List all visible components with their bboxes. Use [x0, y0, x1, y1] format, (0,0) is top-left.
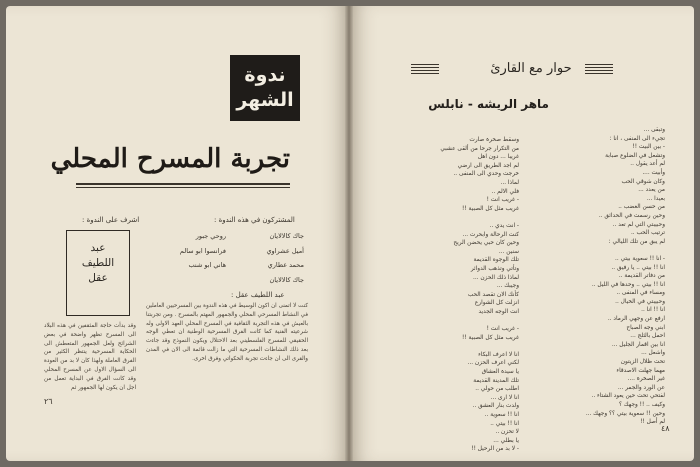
- poem-line: لم أصل !!: [640, 419, 665, 426]
- poem-line: لكني اعرف الحزن ...: [467, 360, 519, 367]
- poem-line: - بين البيت !!: [632, 144, 665, 151]
- supervisor-name-line: عبد: [90, 242, 106, 254]
- supervisor-name-line: عقل: [88, 272, 108, 284]
- poem-line: تلك الوجوه القديمة: [473, 257, 519, 264]
- section-head-ornament-right: [585, 64, 613, 74]
- participant-item: جاك كالالايان: [269, 275, 304, 284]
- supervisor-label: اشرف على الندوة :: [82, 216, 140, 224]
- poem-line: [379, 342, 519, 351]
- poem-line: من التكرار جرحا من ألقى عشبي: [440, 145, 519, 152]
- poem-line: [379, 213, 519, 222]
- poem-line: تلك المدينة القديمة: [473, 377, 519, 384]
- poem-line: وتبقى ...: [643, 127, 665, 133]
- poem-line: احمل بالثلج ...: [630, 333, 665, 340]
- poem-line: لم أعد يقول ..: [630, 161, 665, 168]
- poem-line: غير الصخرة ....: [627, 376, 665, 383]
- poem-line: ارفع عن وجهي الرماد ..: [607, 316, 665, 323]
- article-body-column-left: وقد بدأت حاجة المثقفين في هذه البلاد الى المسرح تظهر واضحة في بعض الشرائح ولعل الجمهور المتعطش الى الحكاية المسرحية ينتظر الكثير من الفرق العاملة ولهذا كان لا بد من العودة الى السؤال الاول عن المسرح المحلي وقد كانت الفرق في البداية تعمل من اجل ان يكون لها الجمهور ثم: [44, 323, 136, 391]
- poem-line: وحبيبتي التي لم تعد ..: [612, 221, 665, 228]
- poem-line: لماذا ...: [500, 179, 519, 186]
- poem-column-right: [525, 126, 665, 426]
- poem-line: انا !! انا ..: [641, 307, 665, 314]
- poem-line: وتشعل في الضلوع صبابة: [605, 152, 665, 159]
- participant-item: جاك كالالايان: [269, 232, 304, 240]
- symposium-badge: [230, 55, 300, 121]
- left-page: [6, 6, 349, 461]
- right-page-number: ٤٨: [661, 424, 670, 433]
- poem-line: لا تحزن ..: [495, 429, 519, 436]
- section-head-ornament-left: [411, 64, 439, 74]
- participant-item: هاني ابو شنب: [188, 261, 226, 269]
- poem-line: تجيء الى المنفى ، انا :: [609, 135, 665, 142]
- supervisor-name-line: اللطيف: [81, 257, 115, 269]
- supervisor-name-box: [66, 230, 130, 316]
- poem-line: - انت يدي ..: [489, 222, 519, 229]
- badge-line-2: الشهر: [236, 89, 294, 111]
- participant-item: محمد عطاري: [267, 261, 304, 269]
- poem-line: من حسن الغضب ..: [618, 204, 665, 211]
- poem-line: ترتيب الحب ..: [630, 230, 665, 237]
- participants-list-2: [166, 229, 226, 273]
- poem-line: غريبا ... دون اهل: [477, 154, 519, 161]
- participant-item: أميل عشراوي: [266, 246, 304, 255]
- poem-line: انا !! بيتي .. وحدها في الليل ..: [591, 281, 665, 288]
- poem-line: وكان شوقي الحب: [621, 178, 665, 185]
- poem-line: خرجت وحدي الى المنفى ..: [453, 171, 519, 178]
- poem-line: ومساء في المنفى ..: [616, 290, 665, 297]
- poem-line: انزلت كل الشوارع: [474, 300, 519, 307]
- poem-column-left: [379, 136, 519, 453]
- poem-line: وحبيبتي في الخيال ..: [615, 298, 665, 305]
- poem-line: يا سيدة العشاق: [481, 369, 519, 376]
- poem-line: انا !! بيتي ..: [490, 420, 519, 427]
- poem-line: لم اجد الطريق الى ارضي: [457, 162, 519, 169]
- poem-line: وتأتي وتذهب الدوائر: [470, 265, 519, 272]
- poem-line: سنين ...: [498, 248, 519, 255]
- poem-line: مهما جهلت الاصدقاء: [616, 367, 665, 374]
- poem-line: وجيبك ...: [496, 283, 519, 290]
- poem-line: لماذا ذلك الحزن ...: [473, 274, 519, 281]
- poem-line: كأنك الان تقصد الحب: [467, 291, 519, 298]
- poem-line: لفتحي تحت حين يعود الشتاء ..: [591, 393, 665, 400]
- poem-line: ولدت بنار العشق ..: [472, 403, 519, 410]
- poem-line: واشعل ...: [641, 350, 665, 357]
- poem-line: غريب مثل كل الصبية !!: [462, 334, 519, 341]
- right-page: [349, 6, 694, 461]
- poem-line: يا بطلي ...: [493, 437, 519, 444]
- poem-line: فلي الالم ..: [491, 188, 519, 195]
- poem-line: - انا !! سعوية بيتي ..: [615, 255, 665, 262]
- poem-line: انا !! بيتي .. يا رفيق ..: [611, 264, 665, 271]
- section-title: حوار مع القارئ: [490, 61, 572, 76]
- participants-list-1: [244, 229, 304, 287]
- poem-line: لم يبق من تلك الليالي :: [608, 238, 665, 245]
- left-page-number: ٢٦: [44, 397, 53, 406]
- poem-line: انا لا ارى ...: [490, 394, 519, 401]
- poem-line: وحين كان حبي يحضن الريح: [453, 240, 519, 247]
- poem-line: انت الوجه الجديد: [478, 308, 519, 315]
- book-gutter: [345, 6, 353, 461]
- poem-line: بعيدا ...: [646, 195, 665, 202]
- title-underline: [76, 183, 290, 185]
- poem-line: [379, 316, 519, 325]
- poem-line: كنت الرحالة وابحرت ...: [462, 231, 519, 238]
- poem-line: - غريب انت !: [486, 197, 519, 204]
- participant-item: روحي جبور: [195, 232, 226, 240]
- title-underline-thin: [76, 187, 290, 188]
- poem-author: ماهر الريشه - نابلس: [428, 97, 549, 111]
- poem-line: من دفاتر القديمة ..: [618, 273, 665, 280]
- poem-line: وحين رسمت في الحدائق ..: [598, 212, 665, 219]
- poem-line: - لا بد من الرحيل !!: [471, 446, 519, 453]
- participant-item: فرانسوا ابو سالم: [179, 246, 226, 255]
- badge-line-1: ندوة: [244, 64, 286, 86]
- poem-line: عن الورد والجمر ...: [617, 384, 665, 391]
- poem-line: وكيف .. !! وجهك ؟: [618, 402, 665, 408]
- poem-line: غريب مثل كل الصبية !!: [462, 205, 519, 212]
- poem-line: ابني وجه الصباح: [626, 324, 665, 331]
- article-body-column-right: كنت لا اتمنى ان اكون الوسيط في هذه الندوة بين المسرحيين العاملين في النشاط المسرحي المحلي والجمهور المهتم بالمسرح . ومن تجربتنا بالعيش في هذه التجربة الثقافية في المسرح المحلي العهد الاولى وله شرعيته الفنية كما كانت الفرق المسرحية الوطنية ان تعطي الوجه الحقيقي للمسرح الفلسطيني بعد الاحتلال ويكون النموذج وقد جاءت بعد ذلك النشاطات المسرحية التي ما زالت قائمة الى الان في المدن والقرى الى ان جاءت تجربة الحكواتي وفرق اخرى.: [146, 303, 308, 362]
- poem-line: وحين !! سعوية بيتي ؟؟ وجهك ...: [585, 410, 665, 417]
- poem-line: [525, 246, 665, 255]
- participants-label: المشتركون في هذه الندوة :: [214, 216, 295, 224]
- magazine-spread: [6, 6, 694, 461]
- poem-line: من يعدد ...: [638, 187, 665, 194]
- poem-line: - غريب انت !: [486, 326, 519, 333]
- speaker-label: عبد اللطيف عقل :: [231, 291, 285, 299]
- poem-line: تحت ظلال الزيتون: [620, 359, 665, 366]
- poem-line: وأبيت ....: [642, 169, 665, 176]
- article-title: تجربة المسرح المحلي: [50, 144, 290, 174]
- poem-line: وسقط صخرة صارت: [469, 137, 519, 143]
- poem-line: انا !! سعوية ..: [484, 412, 519, 418]
- poem-line: انا لا اعرف البكاء: [478, 351, 519, 358]
- poem-line: انا بين اقمار الجليل ...: [611, 341, 665, 348]
- poem-line: اطلب من حولي ..: [475, 386, 519, 393]
